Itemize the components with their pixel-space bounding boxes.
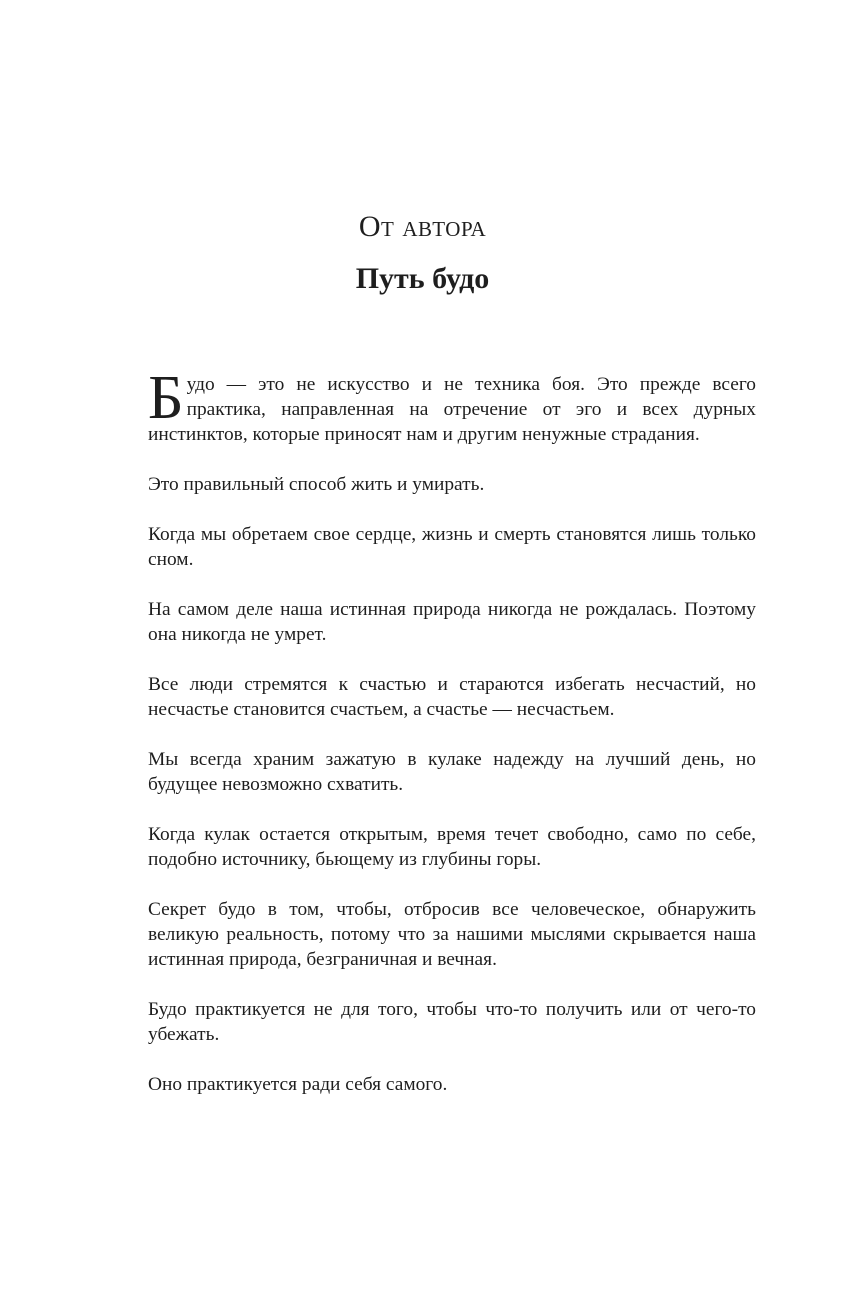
chapter-title: Путь будо [355,262,490,295]
paragraph: Это правильный способ жить и умирать. [148,474,485,495]
intro-paragraph [148,364,756,447]
section-label: От автора [358,210,487,243]
paragraph: Секрет будо в том, чтобы, отбросив все человеческое, обнаружить великую реальность, потому что за нашими мыслями скрывается наша истинная природа, безграничная и вечная. [148,899,756,970]
paragraph: Когда кулак остается открытым, время течет свободно, само по себе, подобно источнику, бьющему из глубины горы. [148,824,756,870]
paragraph: Мы всегда храним зажатую в кулаке надежду на лучший день, но будущее невозможно схватить. [148,749,756,795]
paragraph: Будо практикуется не для того, чтобы что-то получить или от чего-то убежать. [148,999,756,1045]
paragraph: На самом деле наша истинная природа никогда не рождалась. Поэтому она никогда не умрет. [148,599,756,645]
drop-cap: Б [148,364,184,432]
intro-text: удо — это не искусство и не техника боя. Это прежде всего практика, направленная на отречение от эго и всех дурных инстинктов, которые приносят нам и другим ненужные страдания. [148,374,756,445]
paragraph: Оно практикуется ради себя самого. [148,1074,448,1095]
paragraph: Когда мы обретаем свое сердце, жизнь и смерть становятся лишь только сном. [148,524,756,570]
paragraph: Все люди стремятся к счастью и стараются избегать несчастий, но несчастье становится счастьем, а счастье — несчастьем. [148,674,756,720]
body-text [148,364,756,1122]
